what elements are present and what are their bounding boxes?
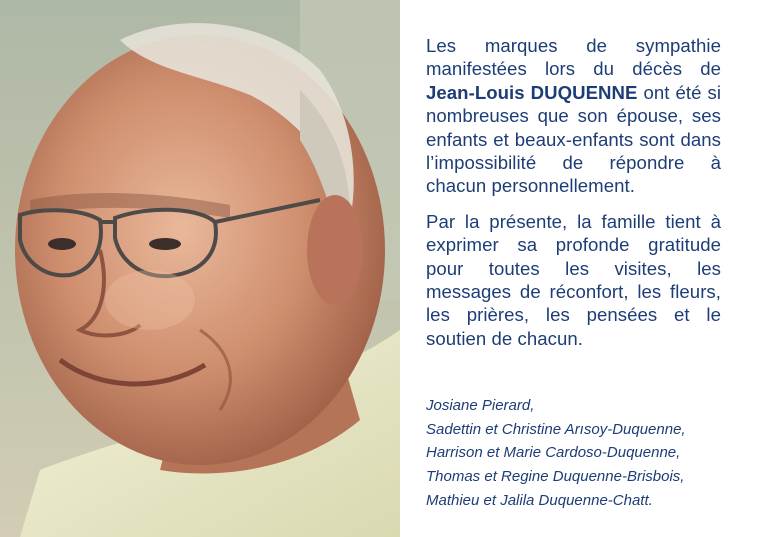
paragraph-1-intro: Les marques de sympathie manifestées lors du décès de	[426, 35, 721, 80]
signature-line: Sadettin et Christine Arısoy-Duquenne,	[426, 420, 686, 438]
signature-list	[426, 394, 721, 512]
signature-line: Harrison et Marie Cardoso-Duquenne,	[426, 444, 681, 462]
paragraph-1-rest: ont été si nombreuses que son épouse, ses enfants et beaux-enfants sont dans l’impossibilité de répondre à chacun personnellement.	[426, 81, 721, 197]
message-paragraph-2: Par la présente, la famille tient à exprimer sa profonde gratitude pour toutes les visites, les messages de réconfort, les fleurs, les prières, les pensées et le soutien de chacun.	[426, 210, 721, 349]
message-panel	[426, 34, 721, 512]
signature-line: Mathieu et Jalila Duquenne-Chatt.	[426, 491, 653, 509]
signature-line: Josiane Pierard,	[426, 397, 535, 415]
signature-line: Thomas et Regine Duquenne-Brisbois,	[426, 468, 685, 486]
message-paragraph-1	[426, 34, 721, 198]
deceased-name: Jean-Louis DUQUENNE	[426, 81, 638, 103]
